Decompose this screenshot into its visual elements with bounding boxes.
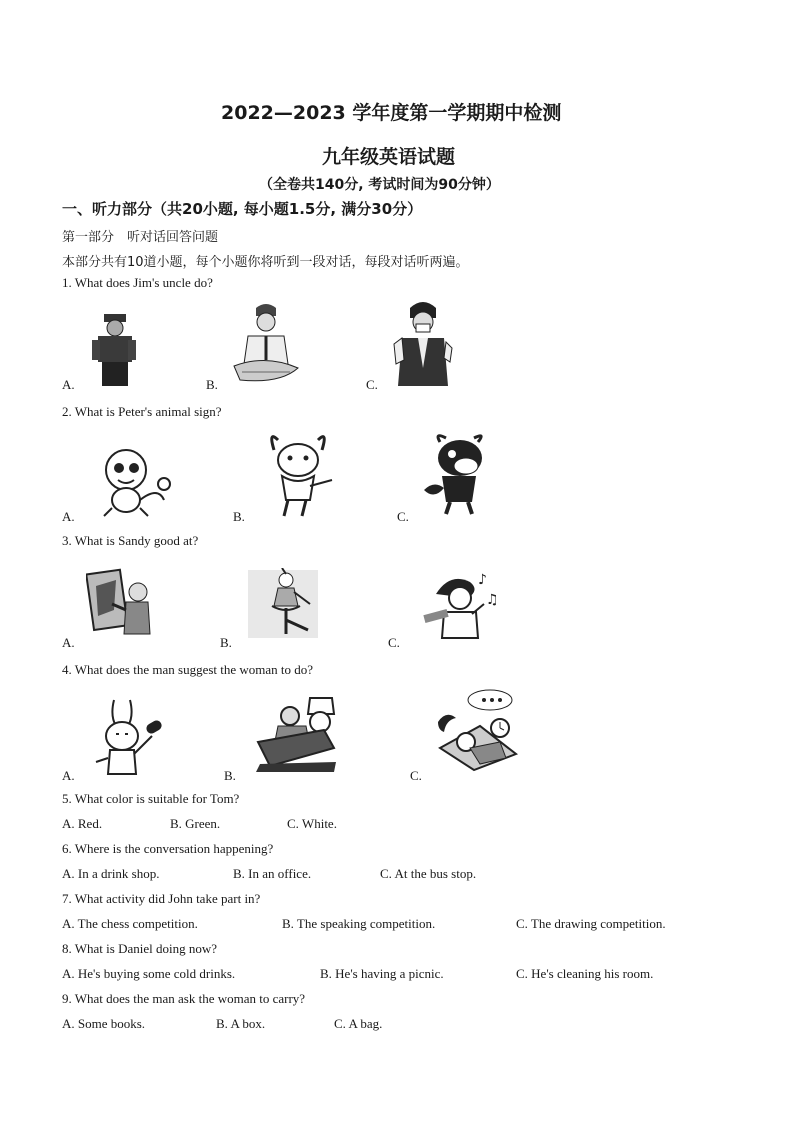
doctor-illustration	[390, 298, 456, 388]
question-8-option-a: A. He's buying some cold drinks.	[62, 966, 236, 981]
exam-title: 2022—2023 学年度第一学期期中检测	[221, 102, 562, 124]
question-5: 5. What color is suitable for Tom?	[62, 791, 240, 806]
question-3-option-a: A.	[62, 635, 75, 650]
question-6-option-b: B. In an office.	[233, 866, 312, 881]
question-8-option-b: B. He's having a picnic.	[320, 966, 444, 981]
question-5-option-a: A. Red.	[62, 816, 103, 831]
question-8: 8. What is Daniel doing now?	[62, 941, 218, 956]
question-9: 9. What does the man ask the woman to carry?	[62, 991, 306, 1006]
question-6-option-c: C. At the bus stop.	[380, 866, 477, 881]
question-2-option-c: C.	[397, 509, 409, 524]
question-5-option-b: B. Green.	[170, 816, 221, 831]
dentist-illustration	[250, 690, 342, 776]
question-2: 2. What is Peter's animal sign?	[62, 404, 222, 419]
question-1-option-a: A.	[62, 377, 75, 392]
rabbit-medicine-illustration	[92, 696, 168, 780]
exam-subtitle: 九年级英语试题	[322, 146, 456, 168]
question-7-option-b: B. The speaking competition.	[282, 916, 436, 931]
exam-info: （全卷共140分, 考试时间为90分钟）	[259, 177, 500, 193]
question-2-option-a: A.	[62, 509, 75, 524]
svg-text:♪: ♪	[478, 572, 487, 588]
question-8-option-c: C. He's cleaning his room.	[516, 966, 654, 981]
question-4-option-c: C.	[410, 768, 422, 783]
question-3: 3. What is Sandy good at?	[62, 533, 199, 548]
soldier-illustration	[88, 312, 140, 388]
painting-illustration	[86, 566, 156, 638]
question-6-option-a: A. In a drink shop.	[62, 866, 160, 881]
part-label: 第一部分 听对话回答问题	[62, 230, 219, 245]
question-2-option-b: B.	[233, 509, 245, 524]
question-1-option-b: B.	[206, 377, 218, 392]
question-6: 6. Where is the conversation happening?	[62, 841, 274, 856]
question-4-option-a: A.	[62, 768, 75, 783]
question-4: 4. What does the man suggest the woman to do?	[62, 662, 314, 677]
question-3-option-c: C.	[388, 635, 400, 650]
question-9-option-a: A. Some books.	[62, 1016, 146, 1031]
dancing-illustration	[246, 568, 320, 640]
question-3-option-b: B.	[220, 635, 232, 650]
singing-illustration	[420, 568, 502, 640]
question-1: 1. What does Jim's uncle do?	[62, 275, 213, 290]
goat-illustration	[260, 430, 338, 520]
question-4-option-b: B.	[224, 768, 236, 783]
worker-illustration	[230, 302, 302, 390]
question-7-option-a: A. The chess competition.	[62, 916, 198, 931]
svg-text:♫: ♫	[486, 592, 499, 608]
question-7-option-c: C. The drawing competition.	[516, 916, 666, 931]
part-instruction: 本部分共有10道小题，每个小题你将听到一段对话，每段对话听两遍。	[62, 255, 469, 270]
section-heading: 一、听力部分（共20小题, 每小题1.5分, 满分30分）	[62, 200, 423, 218]
question-7: 7. What activity did John take part in?	[62, 891, 261, 906]
question-9-option-b: B. A box.	[216, 1016, 266, 1031]
ox-illustration	[420, 430, 500, 516]
question-9-option-c: C. A bag.	[334, 1016, 383, 1031]
question-5-option-c: C. White.	[287, 816, 337, 831]
question-1-option-c: C.	[366, 377, 378, 392]
sleeping-illustration	[430, 688, 526, 772]
monkey-illustration	[92, 446, 172, 520]
